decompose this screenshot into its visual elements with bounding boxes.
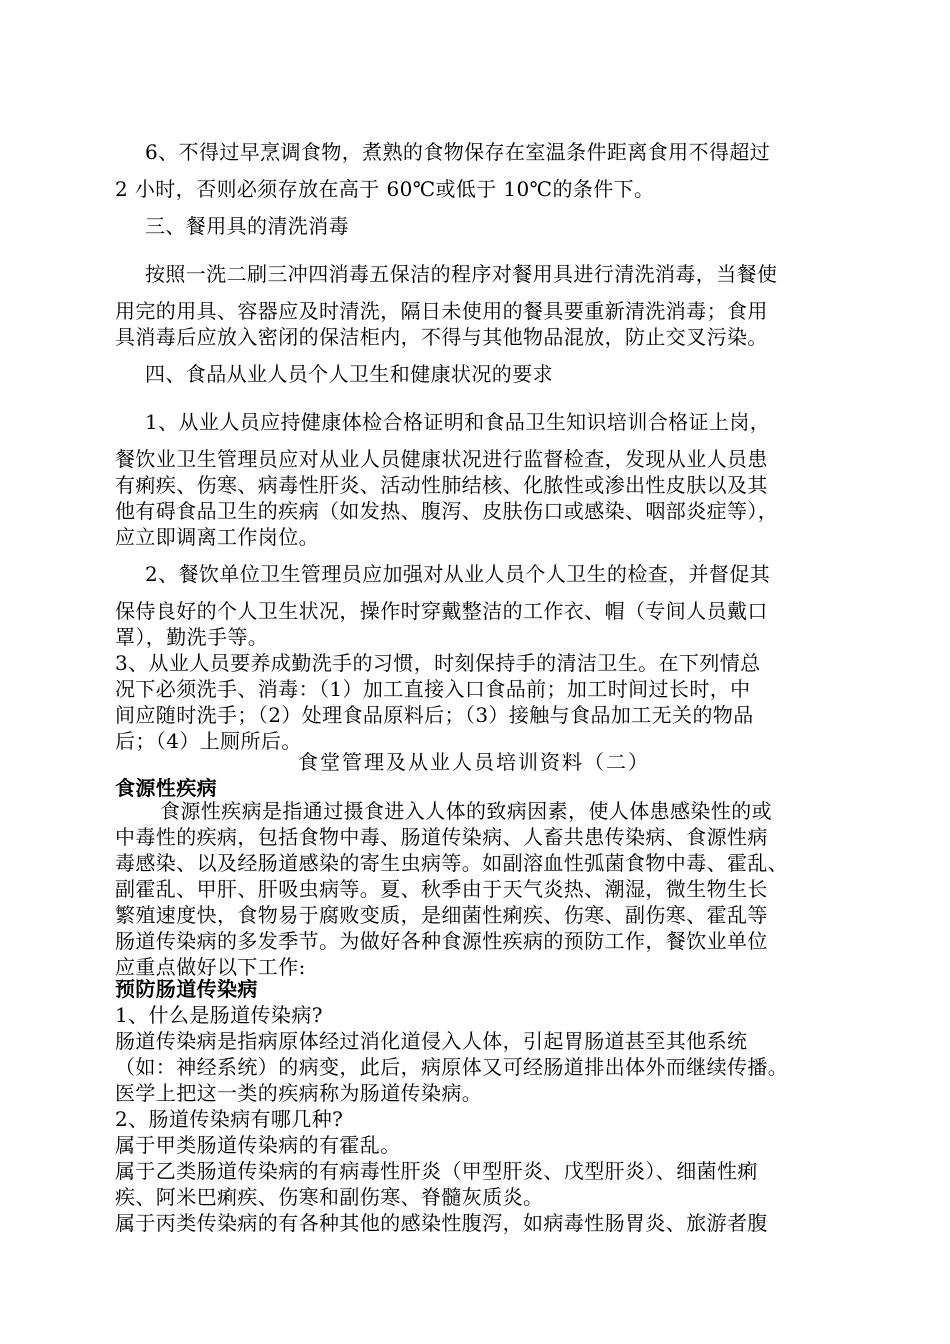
- text-line: 有痢疾、伤寒、病毒性肝炎、活动性肺结核、化脓性或渗出性皮肤以及其: [115, 473, 768, 497]
- text-line: 1、什么是肠道传染病?: [115, 1003, 323, 1027]
- document-title: 食堂管理及从业人员培训资料（二）: [298, 750, 650, 774]
- text-line: 后；（4）上厕所后。: [115, 729, 302, 753]
- section-heading: 食源性疾病: [115, 776, 217, 800]
- section-heading: 四、食品从业人员个人卫生和健康状况的要求: [145, 362, 553, 386]
- text-line: 餐饮业卫生管理员应对从业人员健康状况进行监督检查，发现从业人员患: [115, 447, 768, 471]
- text-line: 间应随时洗手；（2）处理食品原料后；（3）接触与食品加工无关的物品: [115, 703, 754, 727]
- text-line: 用完的用具、容器应及时清洗，隔日未使用的餐具要重新清洗消毒；食用: [115, 299, 768, 323]
- text-line: 繁殖速度快，食物易于腐败变质，是细菌性痢疾、伤寒、副伤寒、霍乱等: [115, 903, 768, 927]
- text-line: 应立即调离工作岗位。: [115, 525, 319, 549]
- text-line: 2、餐饮单位卫生管理员应加强对从业人员个人卫生的检查，并督促其: [145, 562, 771, 586]
- text-line: 3、从业人员要养成勤洗手的习惯，时刻保持手的清洁卫生。在下列情总: [115, 651, 761, 675]
- text-line: 属于丙类传染病的有各种其他的感染性腹泻，如病毒性肠胃炎、旅游者腹: [115, 1211, 768, 1235]
- text-line: 2、肠道传染病有哪几种?: [115, 1107, 344, 1131]
- text-line: 中毒性的疾病，包括食物中毒、肠道传染病、人畜共患传染病、食源性病: [115, 825, 768, 849]
- text-line: 按照一洗二刷三冲四消毒五保洁的程序对餐用具进行清洗消毒，当餐使: [145, 262, 778, 286]
- text-line: 具消毒后应放入密闭的保洁柜内，不得与其他物品混放，防止交叉污染。: [115, 325, 768, 349]
- text-line: 况下必须洗手、消毒：（1）加工直接入口食品前；加工时间过长时，中: [115, 677, 751, 701]
- text-line: 副霍乱、甲肝、肝吸虫病等。夏、秋季由于天气炎热、潮湿，微生物生长: [115, 877, 768, 901]
- text-line: 疾、阿米巴痢疾、伤寒和副伤寒、脊髓灰质炎。: [115, 1185, 544, 1209]
- section-heading: 预防肠道传染病: [115, 977, 258, 1001]
- text-line: 罩），勤洗手等。: [115, 625, 269, 649]
- text-line: 属于甲类肠道传染病的有霍乱。: [115, 1133, 401, 1157]
- text-line: 属于乙类肠道传染病的有病毒性肝炎（甲型肝炎、戊型肝炎）、细菌性痢: [115, 1159, 758, 1183]
- text-line: 医学上把这一类的疾病称为肠道传染病。: [115, 1081, 483, 1105]
- text-line: 保侍良好的个人卫生状况，操作时穿戴整洁的工作衣、帽（专间人员戴口: [115, 599, 768, 623]
- text-line: 肠道传染病的多发季节。为做好各种食源性疾病的预防工作，餐饮业单位: [115, 929, 768, 953]
- text-line: 食源性疾病是指通过摄食进入人体的致病因素，使人体患感染性的或: [160, 799, 772, 823]
- text-line: 毒感染、以及经肠道感染的寄生虫病等。如副溶血性弧菌食物中毒、霍乱、: [115, 851, 789, 875]
- section-heading: 三、餐用具的清洗消毒: [145, 214, 349, 238]
- text-line: 肠道传染病是指病原体经过消化道侵入人体，引起胃肠道甚至其他系统: [115, 1029, 748, 1053]
- text-line: 2 小时，否则必须存放在高于 60℃或低于 10℃的条件下。: [115, 177, 655, 201]
- text-line: 1、从业人员应持健康体检合格证明和食品卫生知识培训合格证上岗，: [145, 410, 771, 434]
- text-line: 他有碍食品卫生的疾病（如发热、腹泻、皮肤伤口或感染、咽部炎症等），: [115, 499, 779, 523]
- text-line: （如：神经系统）的病变，此后，病原体又可经肠道排出体外而继续传播。: [115, 1055, 789, 1079]
- text-line: 6、不得过早烹调食物，煮熟的食物保存在室温条件距离食用不得超过: [145, 140, 771, 164]
- text-line: 应重点做好以下工作:: [115, 955, 306, 979]
